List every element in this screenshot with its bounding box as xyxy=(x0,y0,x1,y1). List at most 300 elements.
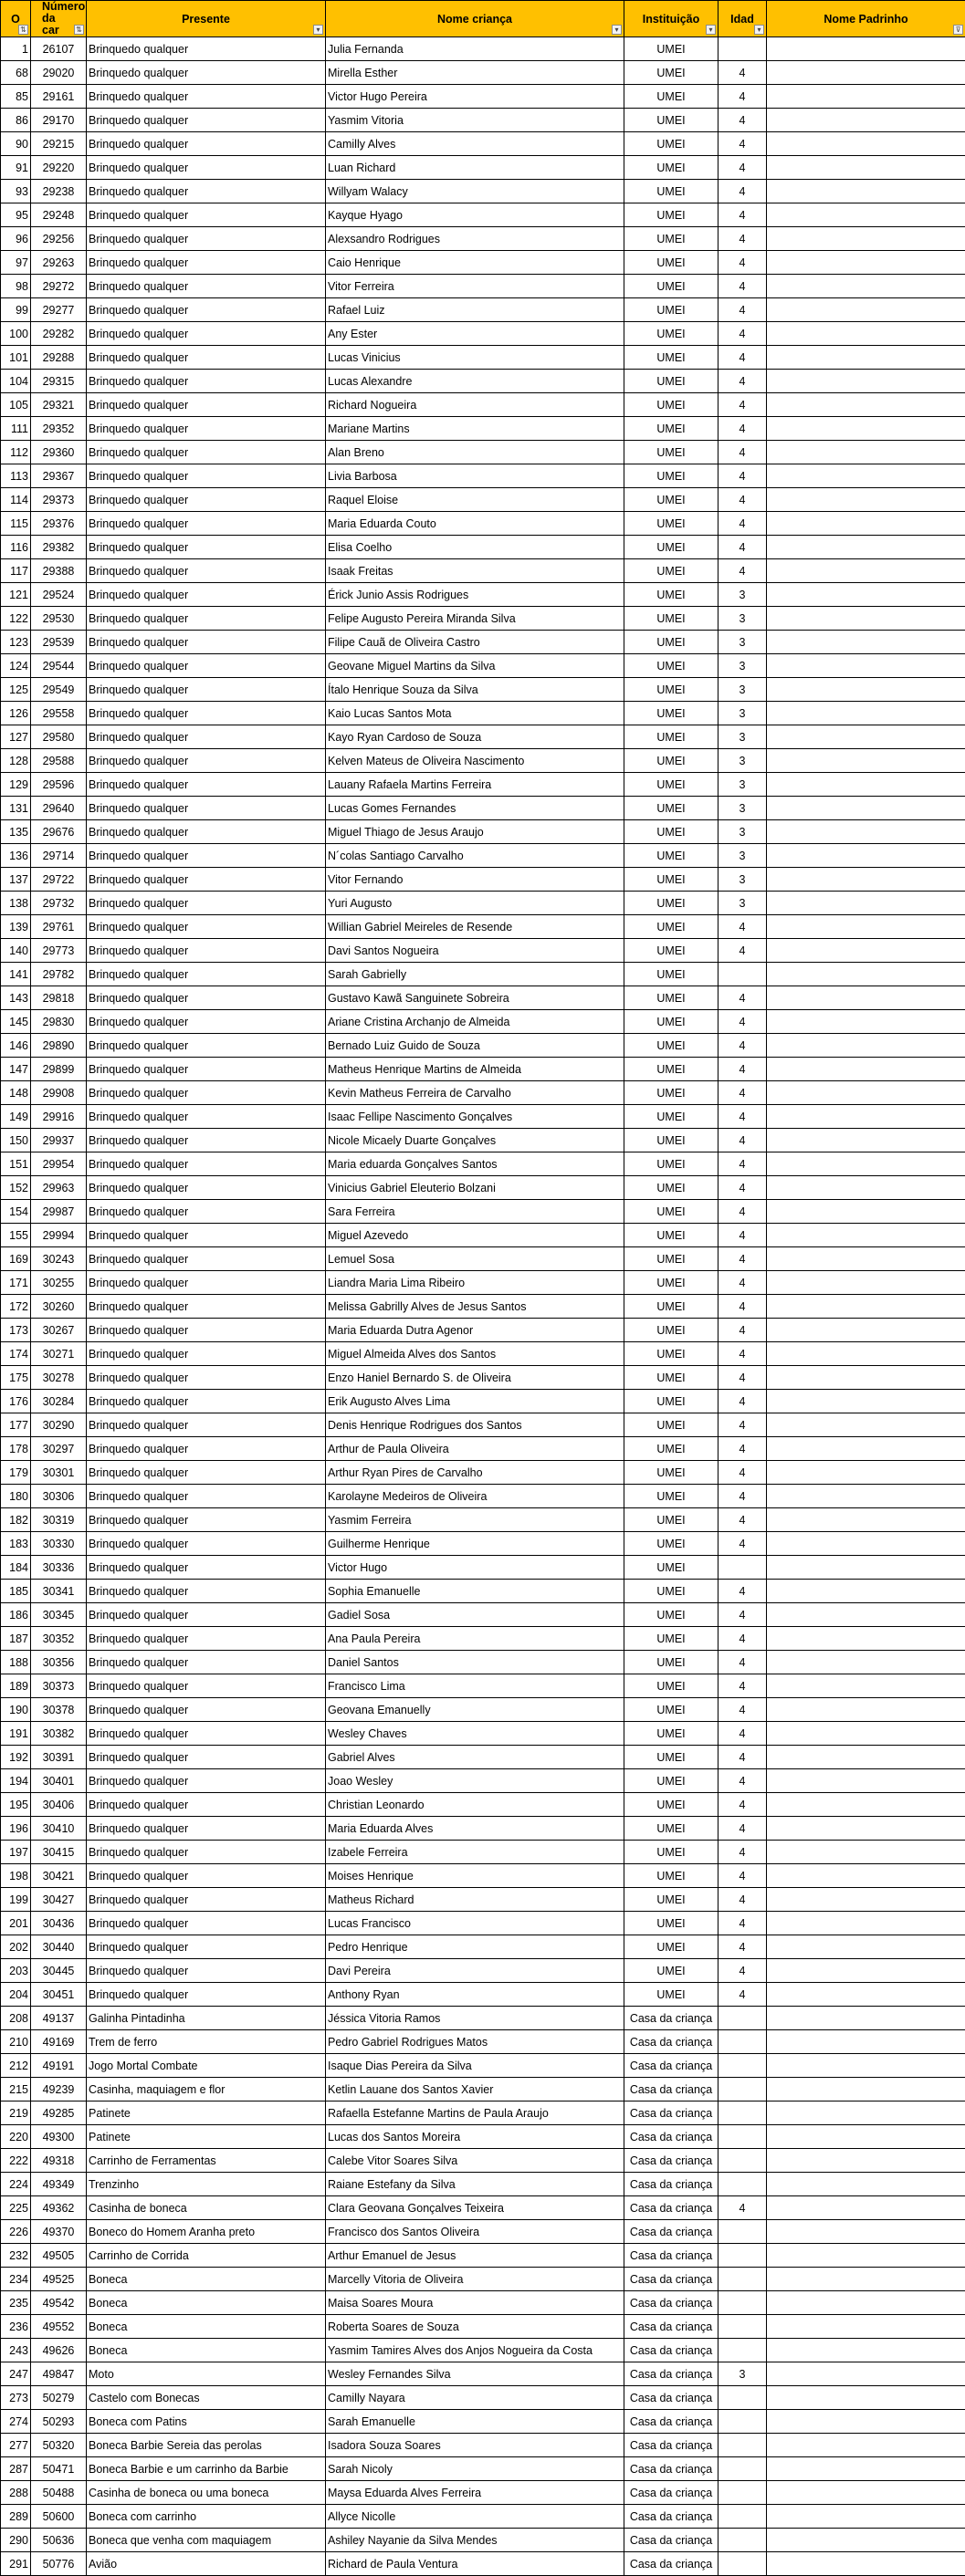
age-cell[interactable] xyxy=(719,2268,767,2291)
godparent-cell[interactable] xyxy=(767,1793,965,1817)
gift-cell[interactable]: Brinquedo qualquer xyxy=(87,536,326,559)
child-name-cell[interactable]: Yasmim Vitoria xyxy=(326,109,624,132)
order-cell[interactable]: 277 xyxy=(1,2434,31,2457)
card-number-cell[interactable]: 29714 xyxy=(31,844,87,868)
age-cell[interactable]: 4 xyxy=(719,1674,767,1698)
gift-cell[interactable]: Brinquedo qualquer xyxy=(87,1200,326,1224)
order-cell[interactable]: 98 xyxy=(1,275,31,298)
order-cell[interactable]: 226 xyxy=(1,2220,31,2244)
institution-cell[interactable]: UMEI xyxy=(624,631,719,654)
gift-cell[interactable]: Brinquedo qualquer xyxy=(87,1793,326,1817)
card-number-cell[interactable]: 29596 xyxy=(31,773,87,797)
card-number-cell[interactable]: 29352 xyxy=(31,417,87,441)
godparent-cell[interactable] xyxy=(767,702,965,725)
age-cell[interactable]: 4 xyxy=(719,1580,767,1603)
child-name-cell[interactable]: Richard de Paula Ventura xyxy=(326,2552,624,2576)
gift-cell[interactable]: Brinquedo qualquer xyxy=(87,1129,326,1152)
godparent-cell[interactable] xyxy=(767,1674,965,1698)
institution-cell[interactable]: Casa da criança xyxy=(624,2339,719,2362)
gift-cell[interactable]: Brinquedo qualquer xyxy=(87,868,326,892)
gift-cell[interactable]: Brinquedo qualquer xyxy=(87,1224,326,1247)
card-number-cell[interactable]: 30345 xyxy=(31,1603,87,1627)
institution-cell[interactable]: UMEI xyxy=(624,1176,719,1200)
card-number-cell[interactable]: 29256 xyxy=(31,227,87,251)
institution-cell[interactable]: UMEI xyxy=(624,963,719,986)
child-name-cell[interactable]: Ítalo Henrique Souza da Silva xyxy=(326,678,624,702)
godparent-cell[interactable] xyxy=(767,1081,965,1105)
card-number-cell[interactable]: 30243 xyxy=(31,1247,87,1271)
godparent-cell[interactable] xyxy=(767,1841,965,1864)
filter-dropdown-icon[interactable]: ▾ xyxy=(313,25,323,35)
card-number-cell[interactable]: 29238 xyxy=(31,180,87,203)
institution-cell[interactable]: Casa da criança xyxy=(624,2007,719,2030)
institution-cell[interactable]: UMEI xyxy=(624,1437,719,1461)
child-name-cell[interactable]: Sara Ferreira xyxy=(326,1200,624,1224)
institution-cell[interactable]: UMEI xyxy=(624,939,719,963)
order-cell[interactable]: 178 xyxy=(1,1437,31,1461)
institution-cell[interactable]: UMEI xyxy=(624,85,719,109)
gift-cell[interactable]: Brinquedo qualquer xyxy=(87,512,326,536)
godparent-cell[interactable] xyxy=(767,1769,965,1793)
institution-cell[interactable]: UMEI xyxy=(624,1485,719,1508)
gift-cell[interactable]: Brinquedo qualquer xyxy=(87,1722,326,1746)
card-number-cell[interactable]: 49370 xyxy=(31,2220,87,2244)
institution-cell[interactable]: UMEI xyxy=(624,678,719,702)
godparent-cell[interactable] xyxy=(767,1295,965,1319)
age-cell[interactable] xyxy=(719,1556,767,1580)
card-number-cell[interactable]: 50471 xyxy=(31,2457,87,2481)
age-cell[interactable] xyxy=(719,963,767,986)
gift-cell[interactable]: Brinquedo qualquer xyxy=(87,1817,326,1841)
godparent-cell[interactable] xyxy=(767,1603,965,1627)
gift-cell[interactable]: Casinha, maquiagem e flor xyxy=(87,2078,326,2101)
order-cell[interactable]: 127 xyxy=(1,725,31,749)
gift-cell[interactable]: Brinquedo qualquer xyxy=(87,1176,326,1200)
age-cell[interactable]: 4 xyxy=(719,61,767,85)
age-cell[interactable]: 4 xyxy=(719,1983,767,2007)
godparent-cell[interactable] xyxy=(767,1461,965,1485)
child-name-cell[interactable]: Pedro Henrique xyxy=(326,1935,624,1959)
gift-cell[interactable]: Brinquedo qualquer xyxy=(87,1698,326,1722)
card-number-cell[interactable]: 29890 xyxy=(31,1034,87,1058)
gift-cell[interactable]: Boneca Barbie e um carrinho da Barbie xyxy=(87,2457,326,2481)
card-number-cell[interactable]: 49191 xyxy=(31,2054,87,2078)
institution-cell[interactable]: UMEI xyxy=(624,607,719,631)
age-cell[interactable]: 4 xyxy=(719,1271,767,1295)
order-cell[interactable]: 190 xyxy=(1,1698,31,1722)
child-name-cell[interactable]: Ketlin Lauane dos Santos Xavier xyxy=(326,2078,624,2101)
card-number-cell[interactable]: 29782 xyxy=(31,963,87,986)
godparent-cell[interactable] xyxy=(767,2457,965,2481)
card-number-cell[interactable]: 30410 xyxy=(31,1817,87,1841)
godparent-cell[interactable] xyxy=(767,2505,965,2529)
order-cell[interactable]: 220 xyxy=(1,2125,31,2149)
child-name-cell[interactable]: Kayque Hyago xyxy=(326,203,624,227)
godparent-cell[interactable] xyxy=(767,1058,965,1081)
age-cell[interactable]: 4 xyxy=(719,1841,767,1864)
godparent-cell[interactable] xyxy=(767,2529,965,2552)
child-name-cell[interactable]: Denis Henrique Rodrigues dos Santos xyxy=(326,1413,624,1437)
child-name-cell[interactable]: Lucas Alexandre xyxy=(326,370,624,393)
gift-cell[interactable]: Trem de ferro xyxy=(87,2030,326,2054)
gift-cell[interactable]: Brinquedo qualquer xyxy=(87,1437,326,1461)
godparent-cell[interactable] xyxy=(767,1817,965,1841)
institution-cell[interactable]: UMEI xyxy=(624,417,719,441)
card-number-cell[interactable]: 30415 xyxy=(31,1841,87,1864)
godparent-cell[interactable] xyxy=(767,2149,965,2173)
age-cell[interactable]: 4 xyxy=(719,227,767,251)
gift-cell[interactable]: Brinquedo qualquer xyxy=(87,1864,326,1888)
order-cell[interactable]: 197 xyxy=(1,1841,31,1864)
institution-cell[interactable]: Casa da criança xyxy=(624,2315,719,2339)
godparent-cell[interactable] xyxy=(767,1722,965,1746)
order-cell[interactable]: 289 xyxy=(1,2505,31,2529)
child-name-cell[interactable]: Luan Richard xyxy=(326,156,624,180)
child-name-cell[interactable]: Francisco Lima xyxy=(326,1674,624,1698)
child-name-cell[interactable]: Izabele Ferreira xyxy=(326,1841,624,1864)
age-cell[interactable]: 4 xyxy=(719,536,767,559)
card-number-cell[interactable]: 29215 xyxy=(31,132,87,156)
gift-cell[interactable]: Brinquedo qualquer xyxy=(87,61,326,85)
gift-cell[interactable]: Trenzinho xyxy=(87,2173,326,2196)
institution-cell[interactable]: UMEI xyxy=(624,868,719,892)
card-number-cell[interactable]: 30278 xyxy=(31,1366,87,1390)
child-name-cell[interactable]: Lucas Francisco xyxy=(326,1912,624,1935)
child-name-cell[interactable]: Geovana Emanuelly xyxy=(326,1698,624,1722)
institution-cell[interactable]: Casa da criança xyxy=(624,2386,719,2410)
child-name-cell[interactable]: Rafael Luiz xyxy=(326,298,624,322)
child-name-cell[interactable]: Moises Henrique xyxy=(326,1864,624,1888)
institution-cell[interactable]: UMEI xyxy=(624,488,719,512)
card-number-cell[interactable]: 49505 xyxy=(31,2244,87,2268)
card-number-cell[interactable]: 49626 xyxy=(31,2339,87,2362)
order-cell[interactable]: 136 xyxy=(1,844,31,868)
age-cell[interactable] xyxy=(719,2481,767,2505)
institution-cell[interactable]: UMEI xyxy=(624,1935,719,1959)
card-number-cell[interactable]: 29549 xyxy=(31,678,87,702)
institution-cell[interactable]: Casa da criança xyxy=(624,2196,719,2220)
order-cell[interactable]: 155 xyxy=(1,1224,31,1247)
godparent-cell[interactable] xyxy=(767,2173,965,2196)
godparent-cell[interactable] xyxy=(767,203,965,227)
card-number-cell[interactable]: 29818 xyxy=(31,986,87,1010)
child-name-cell[interactable]: Pedro Gabriel Rodrigues Matos xyxy=(326,2030,624,2054)
child-name-cell[interactable]: Arthur de Paula Oliveira xyxy=(326,1437,624,1461)
gift-cell[interactable]: Brinquedo qualquer xyxy=(87,251,326,275)
child-name-cell[interactable]: Roberta Soares de Souza xyxy=(326,2315,624,2339)
child-name-cell[interactable]: Daniel Santos xyxy=(326,1651,624,1674)
card-number-cell[interactable]: 29388 xyxy=(31,559,87,583)
age-cell[interactable] xyxy=(719,2054,767,2078)
age-cell[interactable]: 4 xyxy=(719,1959,767,1983)
institution-cell[interactable]: Casa da criança xyxy=(624,2529,719,2552)
age-cell[interactable]: 4 xyxy=(719,1912,767,1935)
child-name-cell[interactable]: Gabriel Alves xyxy=(326,1746,624,1769)
order-cell[interactable]: 131 xyxy=(1,797,31,820)
child-name-cell[interactable]: Alan Breno xyxy=(326,441,624,464)
child-name-cell[interactable]: Melissa Gabrilly Alves de Jesus Santos xyxy=(326,1295,624,1319)
order-cell[interactable]: 187 xyxy=(1,1627,31,1651)
institution-cell[interactable]: UMEI xyxy=(624,1817,719,1841)
child-name-cell[interactable]: Gadiel Sosa xyxy=(326,1603,624,1627)
child-name-cell[interactable]: Davi Santos Nogueira xyxy=(326,939,624,963)
child-name-cell[interactable]: Raquel Eloise xyxy=(326,488,624,512)
card-number-cell[interactable]: 29220 xyxy=(31,156,87,180)
godparent-cell[interactable] xyxy=(767,85,965,109)
child-name-cell[interactable]: Geovane Miguel Martins da Silva xyxy=(326,654,624,678)
order-cell[interactable]: 175 xyxy=(1,1366,31,1390)
card-number-cell[interactable]: 29539 xyxy=(31,631,87,654)
child-name-cell[interactable]: Marcelly Vitoria de Oliveira xyxy=(326,2268,624,2291)
godparent-cell[interactable] xyxy=(767,844,965,868)
godparent-cell[interactable] xyxy=(767,1580,965,1603)
gift-cell[interactable]: Boneca com Patins xyxy=(87,2410,326,2434)
age-cell[interactable]: 4 xyxy=(719,1319,767,1342)
card-number-cell[interactable]: 30378 xyxy=(31,1698,87,1722)
order-cell[interactable]: 141 xyxy=(1,963,31,986)
child-name-cell[interactable]: Calebe Vitor Soares Silva xyxy=(326,2149,624,2173)
age-cell[interactable] xyxy=(719,2149,767,2173)
age-cell[interactable]: 4 xyxy=(719,1864,767,1888)
order-cell[interactable]: 99 xyxy=(1,298,31,322)
godparent-cell[interactable] xyxy=(767,1556,965,1580)
card-number-cell[interactable]: 29321 xyxy=(31,393,87,417)
age-cell[interactable] xyxy=(719,2386,767,2410)
order-cell[interactable]: 236 xyxy=(1,2315,31,2339)
child-name-cell[interactable]: Karolayne Medeiros de Oliveira xyxy=(326,1485,624,1508)
institution-cell[interactable]: Casa da criança xyxy=(624,2362,719,2386)
institution-cell[interactable]: UMEI xyxy=(624,559,719,583)
age-cell[interactable]: 4 xyxy=(719,298,767,322)
age-cell[interactable]: 4 xyxy=(719,1010,767,1034)
godparent-cell[interactable] xyxy=(767,488,965,512)
institution-cell[interactable]: UMEI xyxy=(624,702,719,725)
gift-cell[interactable]: Brinquedo qualquer xyxy=(87,1247,326,1271)
godparent-cell[interactable] xyxy=(767,2125,965,2149)
card-number-cell[interactable]: 26107 xyxy=(31,37,87,61)
age-cell[interactable]: 3 xyxy=(719,2362,767,2386)
gift-cell[interactable]: Brinquedo qualquer xyxy=(87,203,326,227)
godparent-cell[interactable] xyxy=(767,1319,965,1342)
gift-cell[interactable]: Brinquedo qualquer xyxy=(87,1508,326,1532)
institution-cell[interactable]: UMEI xyxy=(624,1793,719,1817)
order-cell[interactable]: 114 xyxy=(1,488,31,512)
age-cell[interactable]: 3 xyxy=(719,631,767,654)
gift-cell[interactable]: Brinquedo qualquer xyxy=(87,820,326,844)
order-cell[interactable]: 149 xyxy=(1,1105,31,1129)
sort-filter-icon[interactable]: ⇅ xyxy=(74,25,84,35)
card-number-cell[interactable]: 49847 xyxy=(31,2362,87,2386)
order-cell[interactable]: 189 xyxy=(1,1674,31,1698)
card-number-cell[interactable]: 29382 xyxy=(31,536,87,559)
card-number-cell[interactable]: 30401 xyxy=(31,1769,87,1793)
gift-cell[interactable]: Casinha de boneca ou uma boneca xyxy=(87,2481,326,2505)
card-number-cell[interactable]: 29640 xyxy=(31,797,87,820)
card-number-cell[interactable]: 30336 xyxy=(31,1556,87,1580)
gift-cell[interactable]: Brinquedo qualquer xyxy=(87,417,326,441)
institution-cell[interactable]: UMEI xyxy=(624,1461,719,1485)
card-number-cell[interactable]: 29722 xyxy=(31,868,87,892)
card-number-cell[interactable]: 29288 xyxy=(31,346,87,370)
order-cell[interactable]: 135 xyxy=(1,820,31,844)
age-cell[interactable]: 4 xyxy=(719,251,767,275)
godparent-cell[interactable] xyxy=(767,2339,965,2362)
gift-cell[interactable]: Brinquedo qualquer xyxy=(87,1580,326,1603)
institution-cell[interactable]: UMEI xyxy=(624,251,719,275)
child-name-cell[interactable]: Maysa Eduarda Alves Ferreira xyxy=(326,2481,624,2505)
card-number-cell[interactable]: 29732 xyxy=(31,892,87,915)
godparent-cell[interactable] xyxy=(767,156,965,180)
age-cell[interactable]: 4 xyxy=(719,1342,767,1366)
card-number-cell[interactable]: 29373 xyxy=(31,488,87,512)
godparent-cell[interactable] xyxy=(767,2054,965,2078)
institution-cell[interactable]: UMEI xyxy=(624,1722,719,1746)
institution-cell[interactable]: UMEI xyxy=(624,1983,719,2007)
godparent-cell[interactable] xyxy=(767,2244,965,2268)
age-cell[interactable]: 4 xyxy=(719,1200,767,1224)
institution-cell[interactable]: UMEI xyxy=(624,61,719,85)
active-filter-icon[interactable]: ⊽ xyxy=(953,25,963,35)
order-cell[interactable]: 104 xyxy=(1,370,31,393)
age-cell[interactable] xyxy=(719,2291,767,2315)
age-cell[interactable]: 3 xyxy=(719,654,767,678)
age-cell[interactable]: 3 xyxy=(719,725,767,749)
card-number-cell[interactable]: 29272 xyxy=(31,275,87,298)
godparent-cell[interactable] xyxy=(767,370,965,393)
godparent-cell[interactable] xyxy=(767,892,965,915)
age-cell[interactable]: 4 xyxy=(719,1627,767,1651)
card-number-cell[interactable]: 49525 xyxy=(31,2268,87,2291)
gift-cell[interactable]: Brinquedo qualquer xyxy=(87,1461,326,1485)
godparent-cell[interactable] xyxy=(767,417,965,441)
card-number-cell[interactable]: 29987 xyxy=(31,1200,87,1224)
child-name-cell[interactable]: Ashiley Nayanie da Silva Mendes xyxy=(326,2529,624,2552)
child-name-cell[interactable]: Yasmim Ferreira xyxy=(326,1508,624,1532)
order-cell[interactable]: 225 xyxy=(1,2196,31,2220)
gift-cell[interactable]: Brinquedo qualquer xyxy=(87,915,326,939)
card-number-cell[interactable]: 30445 xyxy=(31,1959,87,1983)
order-cell[interactable]: 137 xyxy=(1,868,31,892)
godparent-cell[interactable] xyxy=(767,2101,965,2125)
order-cell[interactable]: 224 xyxy=(1,2173,31,2196)
gift-cell[interactable]: Brinquedo qualquer xyxy=(87,464,326,488)
age-cell[interactable]: 3 xyxy=(719,868,767,892)
gift-cell[interactable]: Brinquedo qualquer xyxy=(87,749,326,773)
child-name-cell[interactable]: Clara Geovana Gonçalves Teixeira xyxy=(326,2196,624,2220)
institution-cell[interactable]: UMEI xyxy=(624,1651,719,1674)
child-name-cell[interactable]: Willyam Walacy xyxy=(326,180,624,203)
godparent-cell[interactable] xyxy=(767,1010,965,1034)
order-cell[interactable]: 171 xyxy=(1,1271,31,1295)
order-cell[interactable]: 182 xyxy=(1,1508,31,1532)
age-cell[interactable] xyxy=(719,2410,767,2434)
child-name-cell[interactable]: Kevin Matheus Ferreira de Carvalho xyxy=(326,1081,624,1105)
godparent-cell[interactable] xyxy=(767,1935,965,1959)
godparent-cell[interactable] xyxy=(767,346,965,370)
age-cell[interactable]: 4 xyxy=(719,322,767,346)
institution-cell[interactable]: UMEI xyxy=(624,512,719,536)
godparent-cell[interactable] xyxy=(767,298,965,322)
child-name-cell[interactable]: Lucas Gomes Fernandes xyxy=(326,797,624,820)
child-name-cell[interactable]: Christian Leonardo xyxy=(326,1793,624,1817)
age-cell[interactable]: 4 xyxy=(719,1224,767,1247)
card-number-cell[interactable]: 29916 xyxy=(31,1105,87,1129)
card-number-cell[interactable]: 30406 xyxy=(31,1793,87,1817)
institution-cell[interactable]: UMEI xyxy=(624,1010,719,1034)
age-cell[interactable]: 4 xyxy=(719,1437,767,1461)
institution-cell[interactable]: UMEI xyxy=(624,203,719,227)
card-number-cell[interactable]: 29994 xyxy=(31,1224,87,1247)
child-name-cell[interactable]: Victor Hugo xyxy=(326,1556,624,1580)
institution-cell[interactable]: Casa da criança xyxy=(624,2078,719,2101)
godparent-cell[interactable] xyxy=(767,1508,965,1532)
child-name-cell[interactable]: Miguel Thiago de Jesus Araujo xyxy=(326,820,624,844)
godparent-cell[interactable] xyxy=(767,2552,965,2576)
order-cell[interactable]: 126 xyxy=(1,702,31,725)
order-cell[interactable]: 145 xyxy=(1,1010,31,1034)
godparent-cell[interactable] xyxy=(767,2291,965,2315)
child-name-cell[interactable]: Willian Gabriel Meireles de Resende xyxy=(326,915,624,939)
card-number-cell[interactable]: 30301 xyxy=(31,1461,87,1485)
gift-cell[interactable]: Jogo Mortal Combate xyxy=(87,2054,326,2078)
card-number-cell[interactable]: 30421 xyxy=(31,1864,87,1888)
gift-cell[interactable]: Boneca que venha com maquiagem xyxy=(87,2529,326,2552)
institution-cell[interactable]: UMEI xyxy=(624,725,719,749)
order-cell[interactable]: 143 xyxy=(1,986,31,1010)
institution-cell[interactable]: UMEI xyxy=(624,1224,719,1247)
card-number-cell[interactable]: 49239 xyxy=(31,2078,87,2101)
age-cell[interactable]: 3 xyxy=(719,820,767,844)
godparent-cell[interactable] xyxy=(767,2220,965,2244)
order-cell[interactable]: 146 xyxy=(1,1034,31,1058)
child-name-cell[interactable]: Felipe Augusto Pereira Miranda Silva xyxy=(326,607,624,631)
godparent-cell[interactable] xyxy=(767,1651,965,1674)
gift-cell[interactable]: Boneca Barbie Sereia das perolas xyxy=(87,2434,326,2457)
card-number-cell[interactable]: 30382 xyxy=(31,1722,87,1746)
age-cell[interactable]: 4 xyxy=(719,915,767,939)
gift-cell[interactable]: Brinquedo qualquer xyxy=(87,1935,326,1959)
card-number-cell[interactable]: 49285 xyxy=(31,2101,87,2125)
institution-cell[interactable]: UMEI xyxy=(624,1342,719,1366)
godparent-cell[interactable] xyxy=(767,1532,965,1556)
filter-dropdown-icon[interactable]: ▾ xyxy=(754,25,764,35)
age-cell[interactable]: 4 xyxy=(719,1746,767,1769)
child-name-cell[interactable]: Wesley Fernandes Silva xyxy=(326,2362,624,2386)
card-number-cell[interactable]: 30391 xyxy=(31,1746,87,1769)
card-number-cell[interactable]: 29676 xyxy=(31,820,87,844)
card-number-cell[interactable]: 29170 xyxy=(31,109,87,132)
age-cell[interactable] xyxy=(719,2101,767,2125)
age-cell[interactable]: 4 xyxy=(719,1532,767,1556)
card-number-cell[interactable]: 29830 xyxy=(31,1010,87,1034)
institution-cell[interactable]: Casa da criança xyxy=(624,2552,719,2576)
order-cell[interactable]: 91 xyxy=(1,156,31,180)
card-number-cell[interactable]: 30436 xyxy=(31,1912,87,1935)
godparent-cell[interactable] xyxy=(767,1983,965,2007)
order-cell[interactable]: 179 xyxy=(1,1461,31,1485)
godparent-cell[interactable] xyxy=(767,678,965,702)
godparent-cell[interactable] xyxy=(767,1105,965,1129)
order-cell[interactable]: 152 xyxy=(1,1176,31,1200)
age-cell[interactable] xyxy=(719,2173,767,2196)
age-cell[interactable] xyxy=(719,2078,767,2101)
age-cell[interactable]: 3 xyxy=(719,844,767,868)
institution-cell[interactable]: Casa da criança xyxy=(624,2291,719,2315)
child-name-cell[interactable]: Sarah Emanuelle xyxy=(326,2410,624,2434)
godparent-cell[interactable] xyxy=(767,2268,965,2291)
child-name-cell[interactable]: Arthur Emanuel de Jesus xyxy=(326,2244,624,2268)
order-cell[interactable]: 112 xyxy=(1,441,31,464)
